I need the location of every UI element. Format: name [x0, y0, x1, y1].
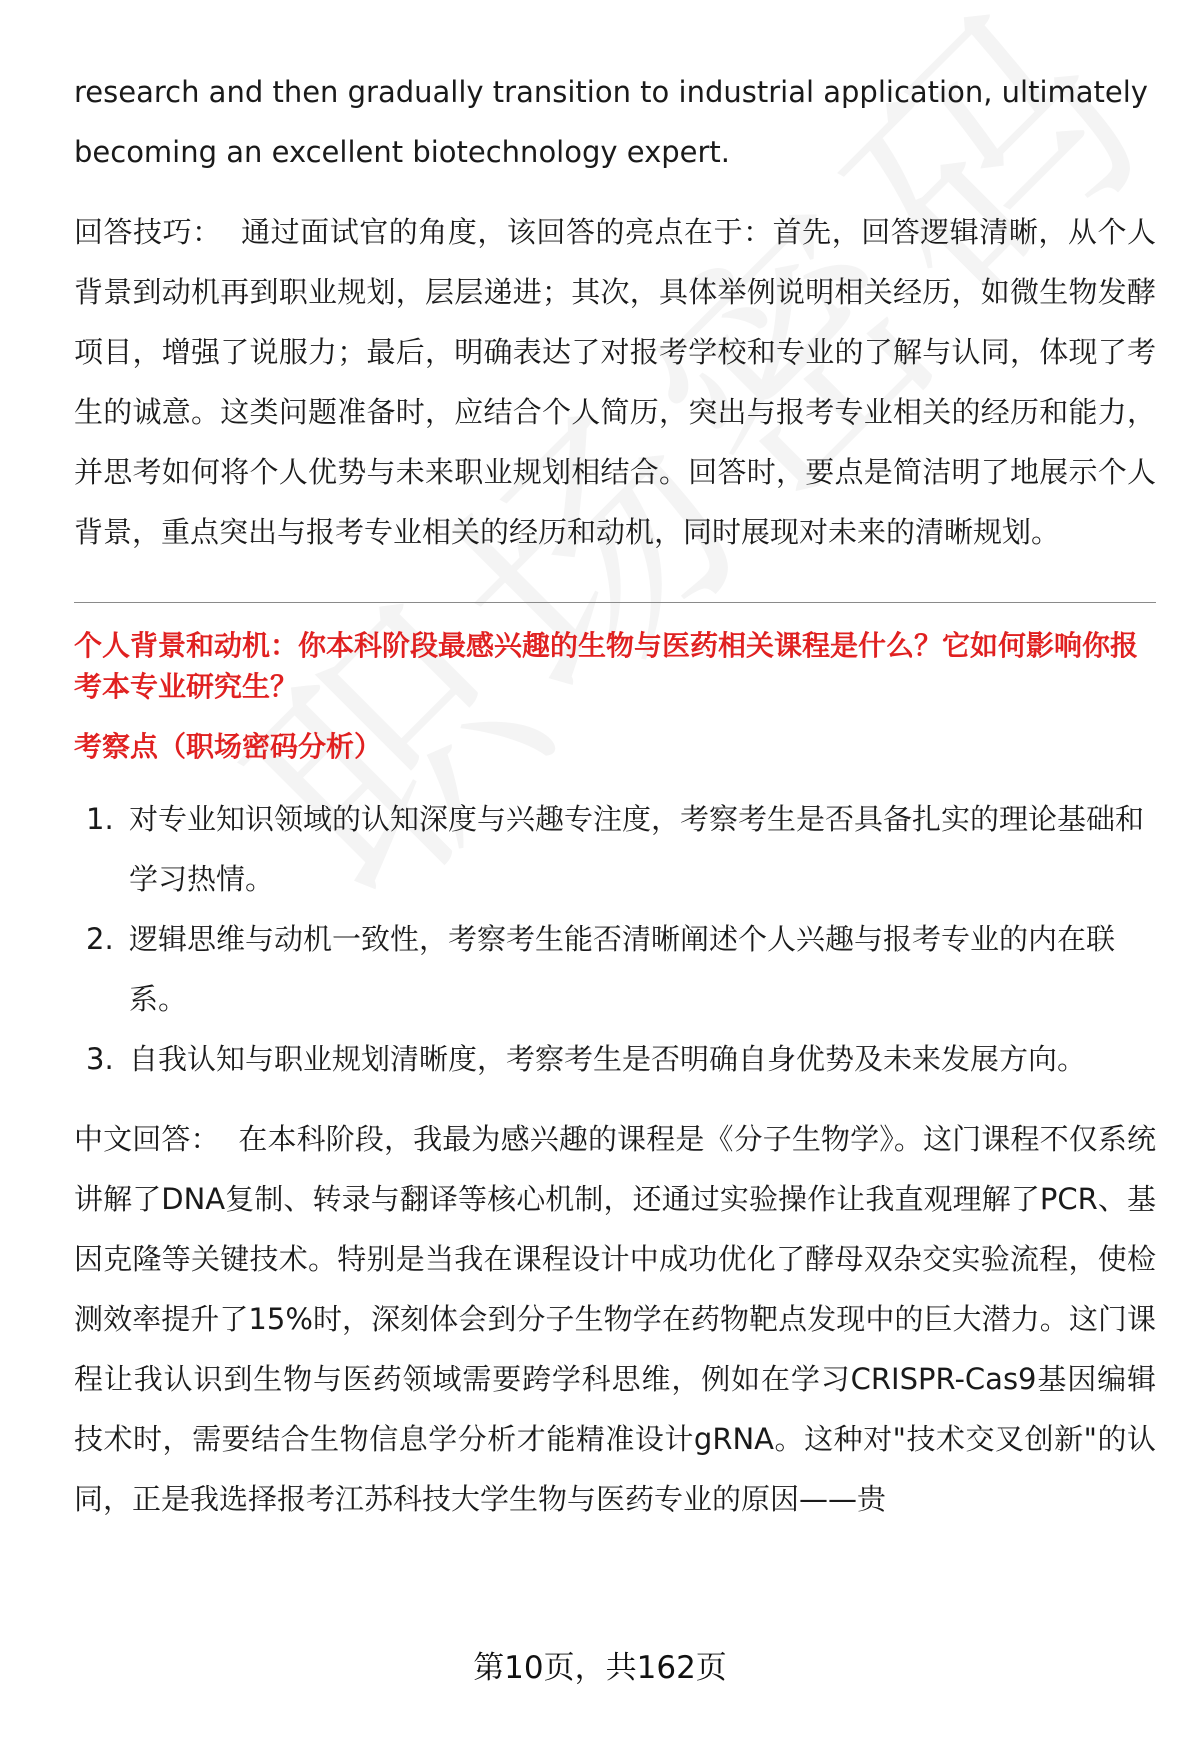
list-item-number: 3.	[86, 1042, 114, 1076]
answer-tip-paragraph	[74, 202, 1156, 562]
english-answer-tail: research and then gradually transition to industrial application, ultimately becoming an excellent biotechnology expert.	[74, 75, 1148, 169]
list-item-text: 对专业知识领域的认知深度与兴趣专注度，考察考生是否具备扎实的理论基础和学习热情。	[129, 802, 1145, 896]
list-item-number: 2.	[86, 922, 114, 956]
list-item	[74, 789, 1156, 909]
answer-tip-text: 通过面试官的角度，该回答的亮点在于：首先，回答逻辑清晰，从个人背景到动机再到职业规划，层层递进；其次，具体举例说明相关经历，如微生物发酵项目，增强了说服力；最后，明确表达了对报考学校和专业的了解与认同，体现了考生的诚意。这类问题准备时，应结合个人简历，突出与报考专业相关的经历和能力，并思考如何将个人优势与未来职业规划相结合。回答时，要点是简洁明了地展示个人背景，重点突出与报考专业相关的经历和动机，同时展现对未来的清晰规划。	[74, 215, 1156, 549]
page-number: 第10页，共162页	[473, 1650, 727, 1686]
chinese-answer-paragraph	[74, 1109, 1156, 1529]
list-item	[74, 909, 1156, 1029]
list-item-text: 逻辑思维与动机一致性，考察考生能否清晰阐述个人兴趣与报考专业的内在联系。	[129, 922, 1116, 1016]
list-item	[74, 1029, 1156, 1089]
chinese-answer-text: 在本科阶段，我最为感兴趣的课程是《分子生物学》。这门课程不仅系统讲解了DNA复制、转录与翻译等核心机制，还通过实验操作让我直观理解了PCR、基因克隆等关键技术。特别是当我在课程设计中成功优化了酵母双杂交实验流程，使检测效率提升了15%时，深刻体会到分子生物学在药物靶点发现中的巨大潜力。这门课程让我认识到生物与医药领域需要跨学科思维，例如在学习CRISPR-Cas9基因编辑技术时，需要结合生物信息学分析才能精准设计gRNA。这种对"技术交叉创新"的认同，正是我选择报考江苏科技大学生物与医药专业的原因——贵	[74, 1122, 1156, 1516]
assessment-list	[74, 789, 1156, 1089]
chinese-answer-label: 中文回答：	[74, 1122, 220, 1156]
list-item-text: 自我认知与职业规划清晰度，考察考生是否明确自身优势及未来发展方向。	[129, 1042, 1087, 1076]
assessment-title: 考察点（职场密码分析）	[74, 730, 383, 763]
list-item-number: 1.	[86, 802, 114, 836]
answer-tip-label: 回答技巧：	[74, 215, 222, 249]
question-title: 个人背景和动机：你本科阶段最感兴趣的生物与医药相关课程是什么？它如何影响你报考本专业研究生？	[74, 629, 1139, 703]
document-page	[74, 62, 1156, 1529]
section-divider	[74, 602, 1156, 603]
